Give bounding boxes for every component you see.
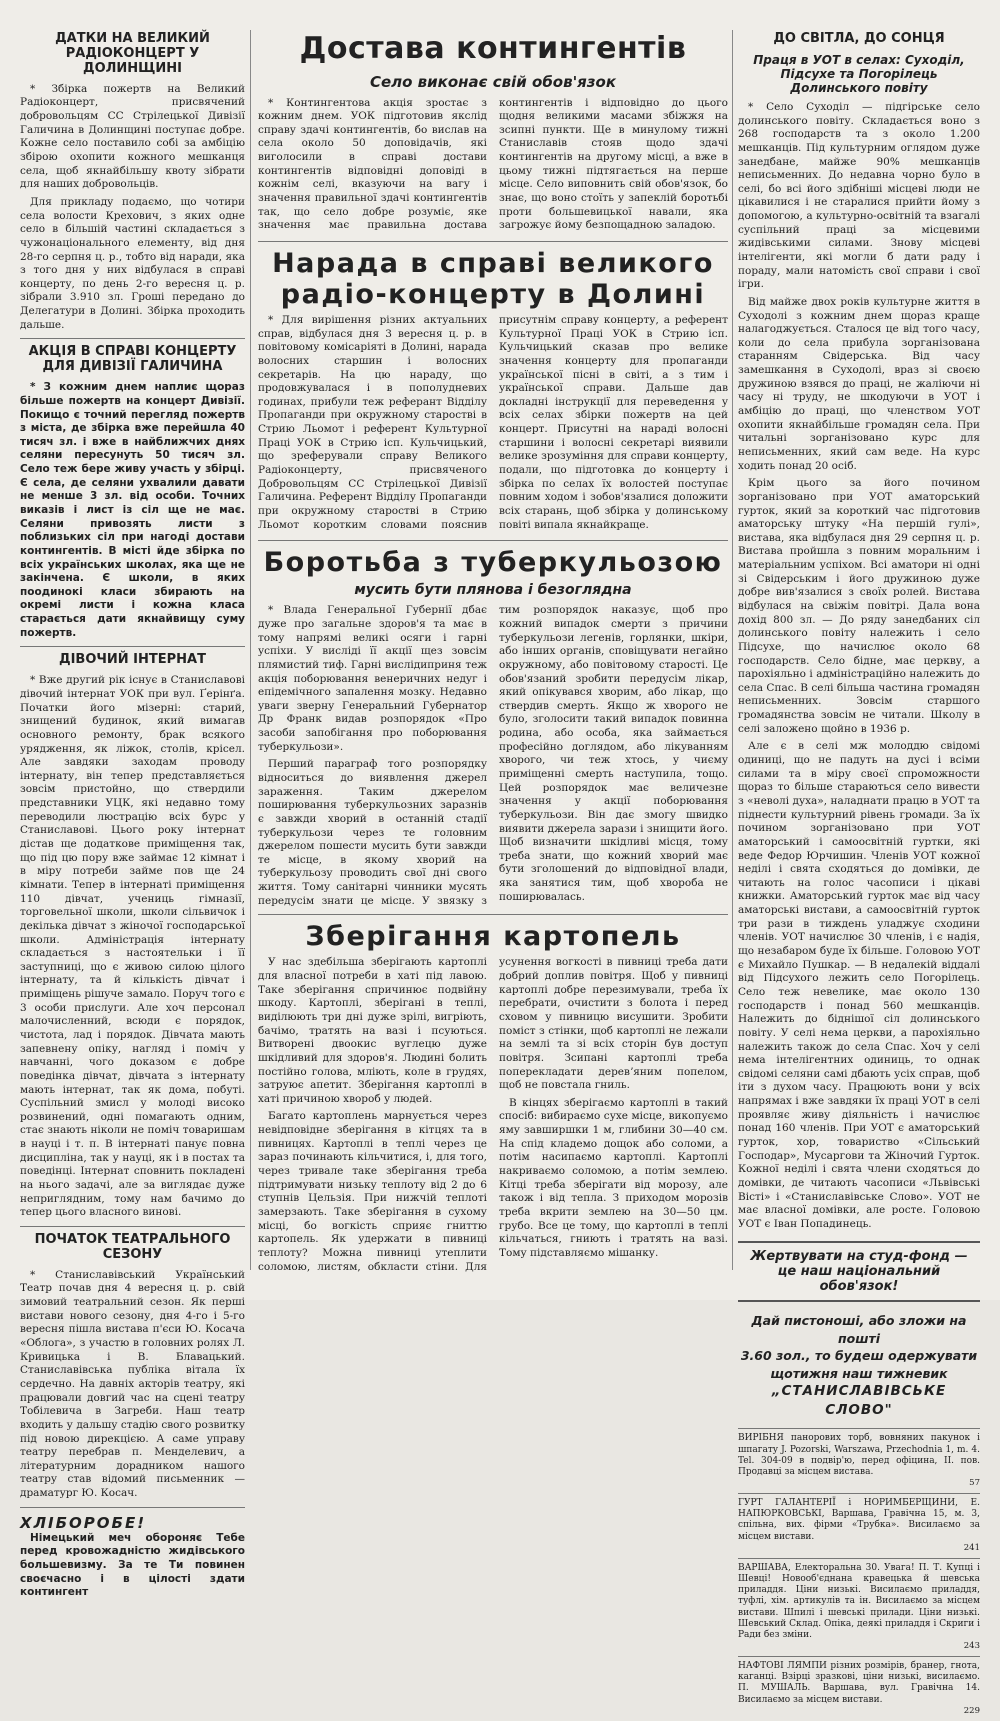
article-title-radio-concert: ДАТКИ НА ВЕЛИКИЙ РАДІОКОНЦЕРТ У ДОЛИНЩИНІ: [55, 31, 210, 76]
center-column: [258, 30, 728, 1280]
subscription-line: 3.60 зол., то будеш одержувати щотижня наш тижневик: [740, 1348, 978, 1381]
divider: [20, 1226, 245, 1227]
article-body-tuberculosis: [258, 604, 728, 908]
newspaper-name: „СТАНИСЛАВІВСЬКЕ СЛОВО": [771, 1383, 947, 1419]
divider: [20, 646, 245, 647]
ad-text: ВАРШАВА, Електоральна 30. Увага! П. Т. Купці і Шевці! Новооб'єднана кравецька й шевська приладдя. Ціни низькі. Висилаємо приладдя, туфлі, хім. артикулів та ін. Висилаємо за місцем вистави. Шпилі і шевські прилади. Ціни низькі. Шевський Склад. Опіка, деякі приладдя і Скриги і Ради без зміни.: [738, 1562, 980, 1640]
ad-number: 57: [969, 1478, 980, 1489]
article-text: * Станиславівський Український Театр почав дня 4 вересня ц. р. свій зимовий театральний сезон. Як перші вистави нового сезону, дня 4-го і 5-го вересня пішла вистава п'єси Ю. Косача «Облога», з участю в головних ролях Л. Кривицька і В. Блавацький. Станиславівська публіка вітала їх сердечно. На давніх акторів театру, які працювали довгий час на сцені театру Тобілевича в Загреби. Наш театр входить у дальшу стадію свого розвитку під новою дирекцією. А саме управу театру перебрав п. Менделевич, а літературним дорадником нашого театру став відомий письменник — драматург Ю. Косач.: [20, 1268, 245, 1500]
article-text: Від майже двох років культурне життя в Суходолі з кожним днем щораз краще налагоджується. Сталося це від того часу, коли до села прибула зорганізована старанням Свідерська. Від часу замешкання в Суходолі, враз зі своєю дружиною взявся до праці, не жаліючи ні часу ні труду, не шкодуючи в УОТ і амбіцію до праці, що членством УОТ охопити якнайбільше громадян села. При читальні зорганізовано курс для неписьменних, який сам веде. На курс ходить понад 20 осіб.: [738, 295, 980, 472]
article-text: * Влада Генеральної Губернії дбає дуже про загальне здоров'я та має в тому напрямі великі осяги і гарні успіхи. У висліді її акції щез зовсім плямистий тиф. Гарні вислідиприня теж акція поборювання венеричних недуг і епідемічного запалення мозку. Недавно уваги зверну Генеральний Губернатор Др Франк видав розпорядок «Про засоби запобігання про поборювання туберкульози».: [258, 604, 487, 753]
classified-ad: [738, 1558, 980, 1656]
article-text: У нас здебільша зберігають картоплі для власної потреби в хаті під лавою. Таке зберігання спричинює подвійну шкоду. Картоплі, зберігані в теплі, виділюють три дні дуже зрілі, вигріють, бачімо, тратять на вазі і псуються. Витворені двоокис вуглецю дуже шкідливий для здоров'я. Людині болить постійно голова, мліють, коле в грудях, затруює апетит. Зберігання картоплі в хаті причиною хвороб у людей.: [258, 956, 487, 1105]
article-title-theatre-season: ПОЧАТОК ТЕАТРАЛЬНОГО СЕЗОНУ: [34, 1231, 231, 1262]
left-column: [20, 30, 245, 1599]
ad-number: 229: [963, 1705, 980, 1716]
divider: [258, 914, 728, 915]
subscription-notice: [738, 1312, 980, 1420]
divider: [258, 540, 728, 541]
ad-number: 241: [963, 1542, 980, 1553]
ad-number: 243: [963, 1641, 980, 1652]
article-body-contingents: [258, 97, 728, 235]
article-text: Багато картоплень марнується через невідповідне зберігання в кітцях та в пивницях. Картоплі в теплі через це зараз починають кільчитися, і, для того, через тривале таке зберігання треба підтримувати низьку теплоту від 2 до 6 ступнів Цельзія. При нижчій теплоті замерзають. Таке зберігання в сухому місці, бо вогкість сприяє гниттю картопель. Як удержати в пивниці теплоту? Можна пивниці утеплити соломою, листям, обкласти стіни. Для усунення вогкості в пивниці треба дати добрий доплив повітря. Щоб у пивниці картоплі добре перезимували, треба їх перебрати, очистити з болота і перед сховом у пивницю висушити. Зробити поміст з стінки, щоб картоплі не лежали на землі та зі всіх сторін був доступ повітря. Зсипані картоплі треба поперекладати деревʼяним попелом, щоб не повстала гниль.: [258, 956, 728, 1273]
article-text: * Село Суходіл — підгірське село долинського повіту. Складається воно з 268 господарств та з около 1.200 мешканців. Під культурним оглядом дуже занедбане, майже 90% мешканців неписьменних. До недавна чорно було в селі, бо всі його здібніші місцеві люди не цікавилися і не старалися прийти йому з допомогою, а культурно-освітній та взагалі суспільний праці за місцевими жидівськими силами. Знову місцеві інтелігенти, які могли б дати раду і пораду, мали натомість свої справи і свої ігри.: [738, 100, 980, 291]
article-text: Для прикладу подаємо, що чотири села волости Крехович, з яких одне село в більшій частині складається з чужонаціонального елементу, від дня 28-го серпня ц. р., тобто від наради, яка з того дня у них відбулася в справі концерту, по день 2-го вересня ц. р. зібрали 3.910 зл. Гроші передано до Делегатури в Долині. Збірка проходить дальше.: [20, 195, 245, 331]
subscription-line: Дай пистоноші, або зложи на пошті: [751, 1313, 967, 1346]
headline-contingents: Достава контингентів: [299, 31, 687, 66]
divider: [258, 241, 728, 242]
article-text: * Вже другий рік існує в Станиславові дівочий інтернат УОК при вул. Ґерінґа. Початки його мізерні: старий, знищений будинок, який вимагав основного ремонту, брак всякого урядження, як ліжок, столів, крісел. Але завдяки заходам проводу інтернату, він тепер представляється зовсім пристойно, що ствердили представники УЦК, які недавно тому переводили люстрацію всіх бурс у Станиславові. Цього року інтернат дістав ще додаткове приміщення так, що під цю пору вже займає 12 кімнат і в міру потреби займе пов ще 24 кімнати. Тепер в інтернаті приміщення 110 дівчат, учениць гімназії, торговельної школи, школи сільвичок і декілька дівчат з жіночої господарської школи. Адміністрація інтернату складається з настоятельки і її заступниці, що є живою силою цілого інтернату, та й кількість дівчат і приміщень рішуче замало. Поруч того є 3 особи прислуги. Але хоч персонал малочисленний, всюди є порядок, чистота, лад і порядок. Дівчата мають запевнену опіку, нагляд і поміч у навчанні, чого доказом є добре поведінка дівчат, дівчата з інтернату мають інтернат, так як дома, побуті. Суспільний змисл у молоді високо розвинений, одні помагають одним, стає знають ніколи не поміч товаришам в науці і т. п. В інтернаті панує повна дисципліна, так у науці, як і в постах та поведінці. Інтернат сповнить покладені на нього задачі, але за виглядає дуже неприглядним, тому нам бачимо до тепер цього власного винові.: [20, 674, 245, 1219]
classified-ad: [738, 1493, 980, 1558]
divider: [20, 1507, 245, 1508]
ad-text: ГУРТ ГАЛАНТЕРІЇ і НОРИМБЕРЩИНИ, Е. НАПЮРКОВСЬКІ, Варшава, Гравічна 15, м. 3, спільна, вих. фірми «Трубка». Висилаємо за місцем вистави.: [738, 1497, 980, 1542]
farmer-appeal-text: Німецький меч обороняє Тебе перед кровожадністю жидівського большевизму. За те Ти повинен своєчасно і в цілості здати контингент: [20, 1531, 245, 1599]
article-body-potatoes: [258, 956, 728, 1274]
subheadline-uot-villages: Праця в УОТ в селах: Суходіл, Підсухе та Погорілець Долинського повіту: [753, 52, 965, 95]
classified-ad: [738, 1428, 980, 1493]
article-body-radio-meeting: [258, 314, 728, 534]
article-text: * Контингентова акція зростає з кожним днем. УОК підготовив якслід справу здачі контингентів, бо вислав на села около 50 доповідачів, які виголосили в справі достави контингентів відповідні доповіді в кожнім селі, вказуючи на вагу і значення правильної здачі контингентів так, що село добре розуміє, яке значення має правильна достава контингентів і відповідно до цього щодня великими масами збіжжя на зсипні пункти. Ще в минулому тижні Станиславів стояв щодо здачі контингентів на другому місці, а вже в цьому тижні підтягається на перше місце. Село виповнить свій обов'язок, бо знає, що воно стоїть у запеклій боротьбі проти большевицької навали, яка загрожує йому безпощадною заладою.: [258, 96, 728, 232]
headline-potatoes: Зберігання картопель: [305, 921, 681, 953]
student-fund-appeal: Жертвувати на студ-фонд — це наш національний обов'язок!: [738, 1241, 980, 1302]
classified-ad: [738, 1656, 980, 1721]
divider: [20, 338, 245, 339]
right-column: [738, 30, 980, 1716]
article-text: Перший параграф того розпорядку відноситься до виявлення джерел зараження. Таким джерелом поширювання туберкульозних заразнів є завжди хворий в останній стадії туберкульози через те головним джерелом пошести мусить бути завжди те місце, в якому хворий на туберкульозу проводить свої дні свого життя. Тому санітарні чинники мусять передусім знати це місце. У звязку з тим розпорядок наказує, щоб про кожний випадок смерти з причини туберкульози легенів, горлянки, шкіри, або інших органів, сповіщувати негайно окружному, або повітовому старості. Це обов'язаний зробити передусім лікар, який опікувався хворим, або лікар, що ствердив смерть. Якщо ж хворого не було, зголосити такий випадок повинна родина, або особа, яка займається професійно доглядом, або лікуванням хворого, чи теж хтось, у чиєму приміщенні смерть наступила, тощо. Цей розпорядок має величезне значення у акції поборювання туберкульози. Він дає змогу швидко виявити джерела зарази і знищити його. Щоб визначити шкідливі місця, тому треба знати, що кожний хворий має бути зголошений до відповідної влади, яка занятися тим, щоб хвороба не поширювалась.: [258, 604, 728, 907]
article-title-to-light: ДО СВІТЛА, ДО СОНЦЯ: [773, 31, 945, 46]
article-title-girls-dormitory: ДІВОЧИЙ ІНТЕРНАТ: [59, 652, 206, 668]
farmer-appeal-title: ХЛІБОРОБЕ!: [20, 1513, 147, 1532]
article-title-concert-action: АКЦІЯ В СПРАВІ КОНЦЕРТУ ДЛЯ ДИВІЗІЇ ГАЛИЧИНА: [28, 344, 237, 375]
subheadline-tuberculosis: мусить бути плянова і безоглядна: [354, 582, 632, 599]
headline-radio-meeting: Нарада в справі великого радіо-концерту в Долині: [272, 247, 714, 310]
article-text: * З кожним днем наплиє щораз більше пожертв на концерт Дивізії. Покищо є точний перегляд пожертв з міста, де збірка вже перейшла 40 тисяч зл. і вже в найближчих днях селяни пересунуть 50 тисяч зл. Село теж бере живу участь у збірці. Є села, де селяни ухвалили давати не менше 3 зл. від особи. Точних виказів і лист із сіл ще не має. Селяни привозять листи з поблизьких сіл при нагоді достави контингентів. В місті йде збірка по всіх українських школах, яка ще не закінчена. Є школи, в яких поодинокі класи збирають на окремі листи і кожна класа старається дати якнайвищу суму пожертв.: [20, 381, 245, 639]
article-text: Але є в селі мж молоддю свідомі одиниці, що не падуть на дусі і всіми силами та в міру своєї спроможности щораз то більше стараються село вивести з «неволі духа», наладнати працю в УОТ та піднести культурний рівень громади. За їх почином зорганізовано при УОТ аматорський і самоосвітній гуртки, які веде Федор Юрчишин. Членів УОТ кожної неділі і свята сходяться до домівки, де читають на голос часописи і цікаві книжки. Аматорський гурток має від часу аматорські вистави, а самоосвітній гурток три рази в тиждень уладжує сходини членів. УОТ начислює 30 членів, і є надія, що незабаром буде їх більше. Головою УОТ є Михайло Пушкар. — В недалекій віддалі від Підсухого лежить село Погорілець. Село теж невелике, має около 130 господарств і понад 560 мешканців. Належить до біднішої сіл долинського повіту. У селі нема церкви, а парохіяльно належить також до села Спас. Хоч у селі нема інтелігентних одиниць, то однак свідомі селяни самі дбають усіх справ, щоб іти з духом часу. Працюють вони у всіх напрямах і вже завдяки їх праці УОТ в селі проявляє живу діяльність і начислює понад 160 членів. При УОТ є аматорський гурток, хор, товариство «Сільський Господар», Мусаргови та Жіночий Гурток. Кожної неділі і свята члени сходяться до домівки, де читають часописи «Львівські Вісті» і «Станиславівське Слово». УОТ не має власної домівки, але росте. Головою УОТ є Іван Попадинець.: [738, 740, 980, 1230]
article-text: В кінцях зберігаємо картоплі в такий спосіб: вибираємо сухе місце, викопуємо яму завширшки 1 м, глибини 30—40 см. На спід кладемо дощок або соломи, а потім насипаємо картоплі. Картоплі накриваємо соломою, а потім землею. Кітці треба зберігати від морозу, але також і від тепла. З приходом морозів треба вкрити землею на 30—50 цм. грубо. Все це тому, що картоплі в теплі кільчаться, гниють і тратять на вазі. Тому підставляємо мішанку.: [499, 1096, 728, 1259]
article-text: * Для вирішення різних актуальних справ, відбулася дня 3 вересня ц. р. в повітовому комісаріяті в Долині, нарада волосних старшин і волосних секретарів. На цю нараду, що продовжувалася і в пополудневих годинах, прибули теж реферант Відділу Пропаганди при окружному старостві в Стрию Льомот і референт Культурної Праці УОК в Стрию ісп. Кульчицький, що зреферували справу Великого Радіоконцерту, присвяченого Добровольцям СС Стрілецької Дивізії Галичина. Референт Відділу Пропаганди при окружному старостві в Стрию Льомот коротким словами пояснив присутнім справу концерту, а референт Культурної Праці УОК в Стрию ісп. Кульчицький сказав про велике значення концерту для пропаганди української пісні в світі, а з тим і української справи. Дальше дав докладні інструкції для переведення у всіх селах збірки пожертв на цей концерт. Присутні на нараді волосні старшини і волосні секретарі виявили велике зрозуміння для справи концерту, подали, що підготовка до концерту і збірка по селах їх волостей поступає повним ходом і зобов'язалися доложити всіх старань, щоб збірка у долинському повіті випала якнайкраще.: [258, 314, 728, 531]
article-text: Крім цього за його почином зорганізовано при УОТ аматорський гурток, який за короткий час підготовив аматорську штуку «На першій гулі», вистава, яка відбулася дня 29 серпня ц. р. Вистава пройшла з повним моральним і матеріальним успіхом. Всі аматори ні одні зі Свідерським і його дружиною дуже добре вив'язалися з своїх ролей. Вистава відбулася на свіжім повітрі. Дала вона дохід 800 зл. — До ряду занедбаних сіл долинського повіту належить і село Підсухе, що начислює около 68 господарств. Село бідне, має церкву, а парохіяльно і адміністраційно належить до села Спас. В селі більша частина громадян неписьменних. Зовсім старшого громадянства зовсім не читали. Школу в селі заложено щойно в 1936 р.: [738, 477, 980, 735]
article-text: * Збірка пожертв на Великий Радіоконцерт, присвячений добровольцям СС Стрілецької Дивізії Галичина в Долинщині поступає добре. Кожне село поставило собі за амбіцію збірою охопити кожного мешканця села, щоб якнайбільшу квоту зібрати для наших добровольців.: [20, 82, 245, 191]
ad-text: НАФТОВІ ЛЯМПИ різних розмірів, бранер, гнота, каганці. Взірці зразкові, ціни низькі, висилаємо. П. МУШАЛЬ. Варшава, вул. Гравічна 14. Висилаємо за місцем вистави.: [738, 1660, 980, 1705]
headline-tuberculosis: Боротьба з туберкульозою: [263, 547, 723, 579]
subheadline-contingents: Село виконає свій обов'язок: [369, 72, 617, 91]
ad-text: ВИРІБНЯ панорових торб, вовняних пакунок і шпагату J. Pozorski, Warszawa, Przechodnia 1, m. 4. Tel. 304-09 в подвір'ю, перед офіцина, ІІ. пов. Продавці за місцем вистава.: [738, 1433, 980, 1477]
